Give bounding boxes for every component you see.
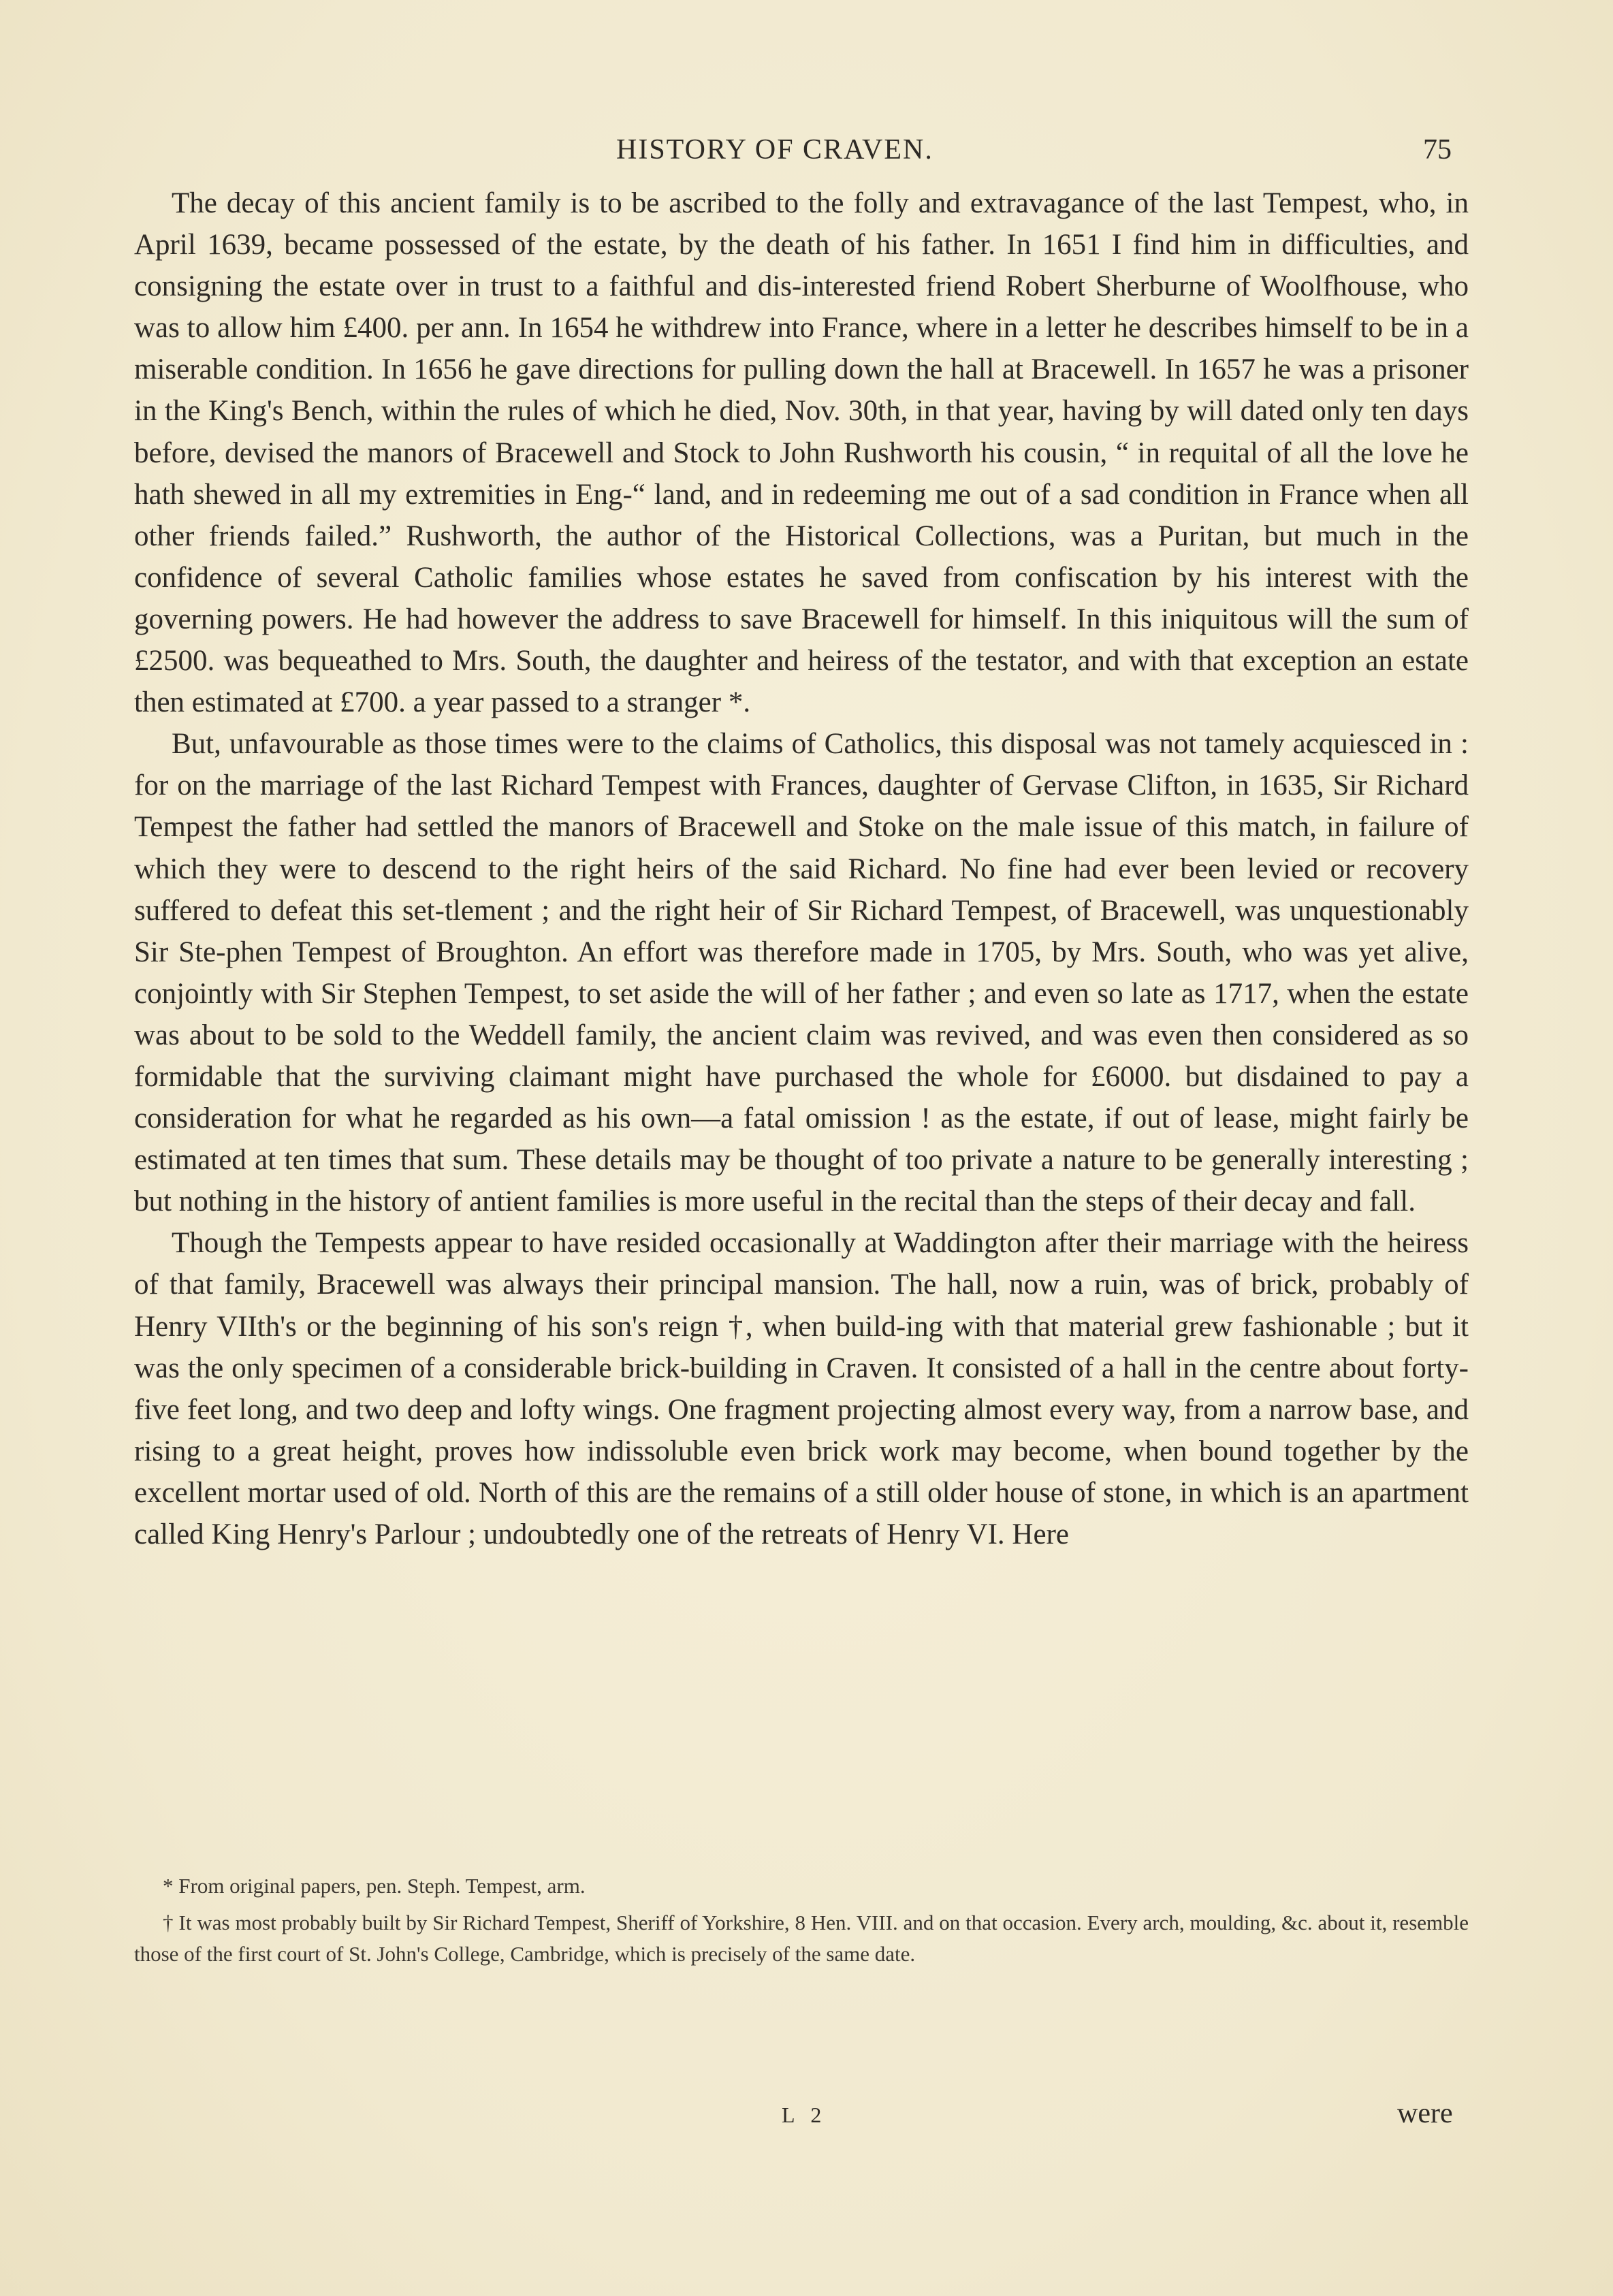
footnote: * From original papers, pen. Steph. Tempest, arm. xyxy=(163,1874,586,1898)
page-number: 75 xyxy=(1423,134,1452,165)
paragraph: Though the Tempests appear to have resided occasionally at Waddington after their marriage with the heiress of that family, Bracewell was always their principal mansion. The hall, now a ruin, was of brick, probably of Henry VIIth's or the beginning of his son's reign †, when build-ing with that material grew fashionable ; but it was the only specimen of a considerable brick-building in Craven. It consisted of a hall in the centre about forty-five feet long, and two deep and lofty wings. One fragment projecting almost every way, from a narrow base, and rising to a great height, proves how indissoluble even brick work may become, when bound together by the excellent mortar used of old. North of this are the remains of a still older house of stone, in which is an apartment called King Henry's Parlour ; undoubtedly one of the retreats of Henry VI. Here xyxy=(134,1227,1469,1550)
footnotes xyxy=(134,1870,1469,1975)
paragraph: But, unfavourable as those times were to the claims of Catholics, this disposal was not tamely acquiesced in : for on the marriage of the last Richard Tempest with Frances, daughter of Gervase Clifton, in 1635, Sir Richard Tempest the father had settled the manors of Bracewell and Stoke on the male issue of this match, in failure of which they were to descend to the right heirs of the said Richard. No fine had ever been levied or recovery suffered to defeat this set-tlement ; and the right heir of Sir Richard Tempest, of Bracewell, was unquestionably Sir Ste-phen Tempest of Broughton. An effort was therefore made in 1705, by Mrs. South, who was yet alive, conjointly with Sir Stephen Tempest, to set aside the will of her father ; and even so late as 1717, when the estate was about to be sold to the Weddell family, the ancient claim was revived, and was even then considered as so formidable that the surviving claimant might have purchased the whole for £6000. but disdained to pay a consideration for what he regarded as his own—a fatal omission ! as the estate, if out of lease, might fairly be estimated at ten times that sum. These details may be thought of too private a nature to be generally interesting ; but nothing in the history of antient families is more useful in the recital than the steps of their decay and fall. xyxy=(134,728,1469,1218)
main-text xyxy=(134,182,1469,1555)
signature-mark: L 2 xyxy=(782,2103,827,2127)
footnote: † It was most probably built by Sir Richard Tempest, Sheriff of Yorkshire, 8 Hen. VIII. and on that occasion. Every arch, moulding, &c. about it, resemble those of the first court of St. John's College, Cambridge, which is precisely of the same date. xyxy=(134,1911,1469,1966)
page-header xyxy=(0,133,1613,174)
catchword: were xyxy=(1397,2098,1453,2129)
running-title: HISTORY OF CRAVEN. xyxy=(616,134,933,165)
paragraph: The decay of this ancient family is to be ascribed to the folly and extravagance of the last Tempest, who, in April 1639, became possessed of the estate, by the death of his father. In 1651 I find him in difficulties, and consigning the estate over in trust to a faithful and dis-interested friend Robert Sherburne of Woolfhouse, who was to allow him £400. per ann. In 1654 he withdrew into France, where in a letter he describes himself to be in a miserable condition. In 1656 he gave directions for pulling down the hall at Bracewell. In 1657 he was a prisoner in the King's Bench, within the rules of which he died, Nov. 30th, in that year, having by will dated only ten days before, devised the manors of Bracewell and Stock to John Rushworth his cousin, “ in requital of all the love he hath shewed in all my extremities in Eng-“ land, and in redeeming me out of a sad condition in France when all other friends failed.” Rushworth, the author of the Historical Collections, was a Puritan, but much in the confidence of several Catholic families whose estates he saved from confiscation by his interest with the governing powers. He had however the address to save Bracewell for himself. In this iniquitous will the sum of £2500. was bequeathed to Mrs. South, the daughter and heiress of the testator, and with that exception an estate then estimated at £700. a year passed to a stranger *. xyxy=(134,187,1469,719)
